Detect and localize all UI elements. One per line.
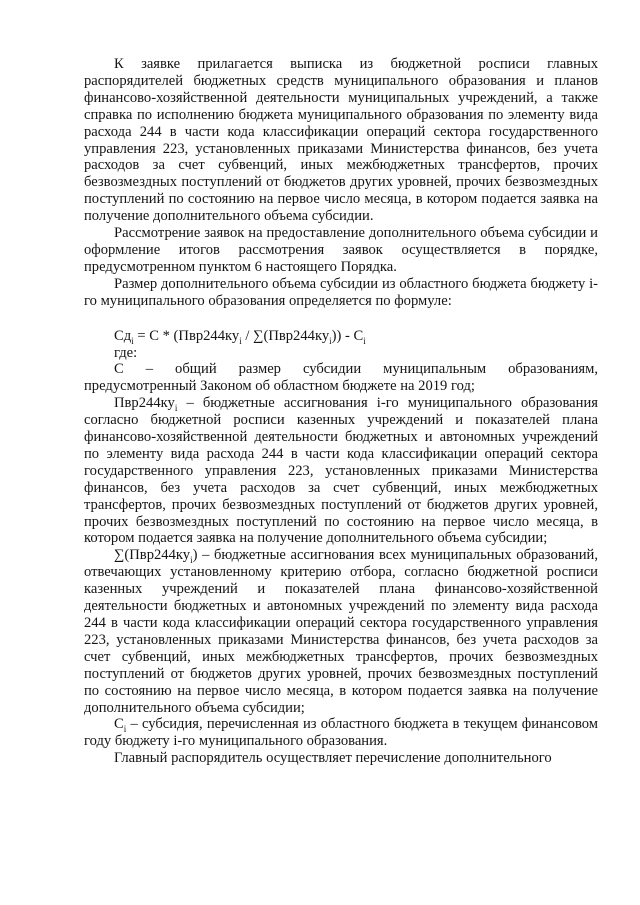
definition-pvr-term: Пвр244ку <box>114 395 175 412</box>
definition-sub: i <box>123 724 127 735</box>
formula-middle2: / ∑(Пвр244ку <box>241 327 330 344</box>
definition-ci <box>84 716 598 750</box>
definition-c: С – общий размер субсидии муниципальным образованиям, предусмотренный Законом об областном бюджете на 2019 год; <box>84 361 598 395</box>
definition-pvr-text: – бюджетные ассигнования i-го муниципального образования согласно бюджетной росписи казенных учреждений и показателей плана финансово-хозяйственной деятельности бюджетных и автономных учреждений по элементу вида расхода 244 в части кода классификации операций сектора государственного управления 223, установленных приказами Министерства финансов, без учета расходов за счет субвенций, иных межбюджетных трансфертов, прочих безвозмездных поступлений от бюджетов других уровней, прочих безвозмездных поступлений по состоянию на первое число месяца, в котором подается заявка на получение дополнительного объема субсидии; <box>84 395 598 547</box>
definition-sub: i <box>190 555 193 566</box>
paragraph-attachment: К заявке прилагается выписка из бюджетной росписи главных распорядителей бюджетных средств муниципального образования и планов финансово-хозяйственной деятельности муниципальных учреждений, а также справка по исполнению бюджета муниципального образования по элементу вида расхода 244 в части кода классификации операций сектора государственного управления 223, установленных приказами Министерства финансов, без учета расходов за счет субвенций, иных межбюджетных трансфертов, прочих безвозмездных поступлений от бюджетов других уровней, прочих безвозмездных поступлений по состоянию на первое число месяца, в котором подается заявка на получение дополнительного объема субсидии. <box>84 56 598 225</box>
definition-ci-text: – субсидия, перечисленная из областного бюджета в текущем финансовом году бюджету i-го муниципального образования. <box>84 716 598 750</box>
formula <box>84 328 598 345</box>
definition-ci-term: С <box>114 716 124 733</box>
where-label: где: <box>114 344 138 361</box>
formula-sub: i <box>131 335 134 346</box>
document-page <box>84 56 598 767</box>
definition-sum-close: ) <box>192 547 198 564</box>
paragraph-review: Рассмотрение заявок на предоставление дополнительного объема субсидии и оформление итогов рассмотрения заявок осуществляется в порядке, предусмотренном пунктом 6 настоящего Порядка. <box>84 225 598 275</box>
definition-sum-pvr <box>84 547 598 716</box>
paragraph-size-intro: Размер дополнительного объема субсидии из областного бюджета бюджету i-го муниципального образования определяется по формуле: <box>84 275 598 309</box>
formula-lhs: Сд <box>114 327 132 344</box>
definition-sum-term: ∑(Пвр244ку <box>114 547 191 564</box>
definition-sub: i <box>174 403 178 414</box>
formula-middle: = С * (Пвр244ку <box>133 327 240 344</box>
definition-pvr <box>84 395 598 547</box>
formula-end: )) - С <box>331 327 364 344</box>
formula-sub: i <box>239 335 242 346</box>
formula-sub: i <box>329 335 332 346</box>
paragraph-transfer: Главный распорядитель осуществляет перечисление дополнительного <box>114 750 552 767</box>
definition-sum-text: – бюджетные ассигнования всех муниципальных образований, отвечающих установленному критерию отбора, согласно бюджетной росписи казенных учреждений и показателей плана финансово-хозяйственной деятельности бюджетных и автономных учреждений по элементу вида расхода 244 в части кода классификации операций сектора государственного управления 223, установленных приказами Министерства финансов, без учета расходов за счет субвенций, иных межбюджетных трансфертов, прочих безвозмездных поступлений от бюджетов других уровней, прочих безвозмездных поступлений по состоянию на первое число месяца, в котором подается заявка на получение дополнительного объема субсидии; <box>84 547 598 716</box>
formula-sub: i <box>363 335 366 346</box>
